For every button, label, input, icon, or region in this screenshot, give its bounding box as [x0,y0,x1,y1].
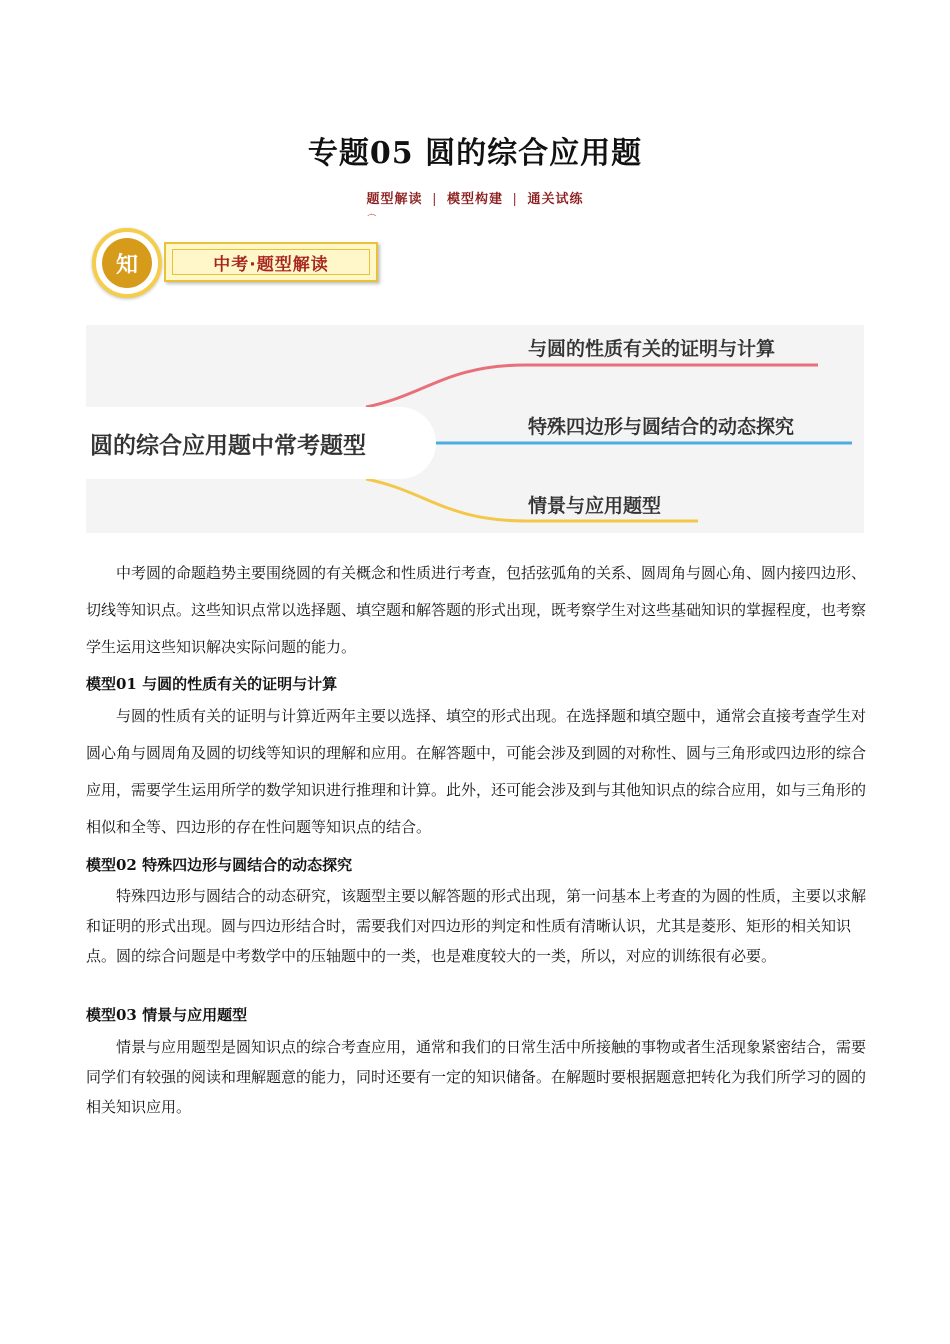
model-03-heading: 模型03 情景与应用题型 [86,1006,248,1024]
mind-map-center: 圆的综合应用题中常考题型 [86,407,436,479]
intro-paragraph: 中考圆的命题趋势主要围绕圆的有关概念和性质进行考查，包括弦弧角的关系、圆周角与圆心角、圆内接四边形、切线等知识点。这些知识点常以选择题、填空题和解答题的形式出现，既考察学生对这些基础知识的掌握程度，也考察学生运用这些知识解决实际问题的能力。 [86,564,867,656]
squiggle-decoration: ෴ [367,209,377,220]
badge-bar [164,242,378,282]
subtitle [0,188,950,207]
model-02-text: 特殊四边形与圆结合的动态研究，该题型主要以解答题的形式出现，第一问基本上考查的为圆的性质，主要以求解和证明的形式出现。圆与四边形结合时，需要我们对四边形的判定和性质有清晰认识，尤其是菱形、矩形的相关知识点。圆的综合问题是中考数学中的压轴题中的一类，也是难度较大的一类，所以，对应的训练很有必要。 [86,887,867,965]
mind-map [86,325,864,533]
badge-circle-label: 知 [102,238,152,288]
model-01-heading: 模型01 与圆的性质有关的证明与计算 [86,675,338,693]
mind-map-branch-1: 与圆的性质有关的证明与计算 [528,338,776,360]
mind-map-branch-2: 特殊四边形与圆结合的动态探究 [528,416,795,438]
model-03-text: 情景与应用题型是圆知识点的综合考查应用，通常和我们的日常生活中所接触的事物或者生活现象紧密结合，需要同学们有较强的阅读和理解题意的能力，同时还要有一定的知识储备。在解题时要根据题意把转化为我们所学习的圆的相关知识应用。 [86,1038,867,1116]
page-title: 专题05 圆的综合应用题 [307,136,643,171]
subtitle-part-3: 通关试练 [527,192,584,207]
subtitle-separator: | [432,192,438,207]
subtitle-part-1: 题型解读 [366,192,423,207]
model-02-heading: 模型02 特殊四边形与圆结合的动态探究 [86,856,353,874]
badge-bar-label: 中考·题型解读 [172,249,370,275]
section-badge [92,228,392,298]
badge-circle [92,228,162,298]
subtitle-part-2: 模型构建 [446,192,503,207]
subtitle-separator: | [512,192,518,207]
branch-line-1 [366,365,818,407]
model-01-text: 与圆的性质有关的证明与计算近两年主要以选择、填空的形式出现。在选择题和填空题中，通常会直接考查学生对圆心角与圆周角及圆的切线等知识的理解和应用。在解答题中，可能会涉及到圆的对称性、圆与三角形或四边形的综合应用，需要学生运用所学的数学知识进行推理和计算。此外，还可能会涉及到与其他知识点的综合应用，如与三角形的相似和全等、四边形的存在性问题等知识点的结合。 [86,707,867,836]
mind-map-branch-3: 情景与应用题型 [528,495,662,517]
